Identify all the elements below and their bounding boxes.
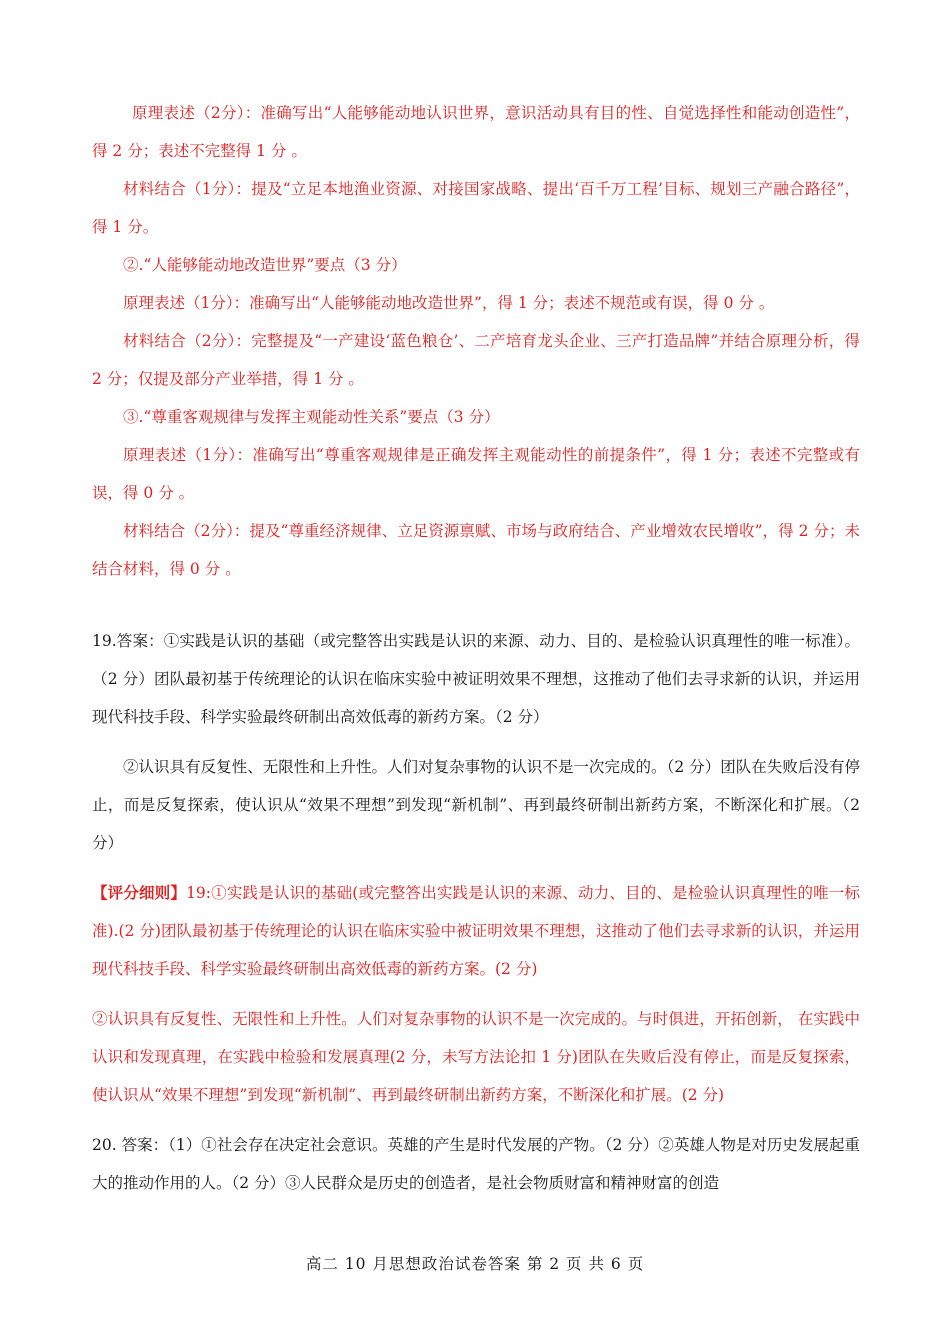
detail-19-p1	[92, 874, 860, 988]
detail-19-p2: ②认识具有反复性、无限性和上升性。人们对复杂事物的认识不是一次完成的。与时俱进，开拓创新， 在实践中认识和发现真理，在实践中检验和发展真理(2 分，未写方法论扣 1 分)团队在失败后没有停止，而是反复探索，使认识从“效果不理想”到发现“新机制”、再到最终研制出新药方案，不断深化和扩展。(2 分)	[92, 1010, 860, 1104]
detail-19-p1-text: 19:①实践是认识的基础(或完整答出实践是认识的来源、动力、目的、是检验认识真理性的唯一标准).(2 分)团队最初基于传统理论的认识在临床实验中被证明效果不理想，这推动了他们去寻求新的认识，并运用现代科技手段、科学实验最终研制出高效低毒的新药方案。(2 分)	[92, 884, 860, 978]
answer-20-p1: 20. 答案：（1）①社会存在决定社会意识。英雄的产生是时代发展的产物。（2 分）②英雄人物是对历史发展起重大的推动作用的人。（2 分）③人民群众是历史的创造者，是社会物质财富和精神财富的创造	[92, 1136, 860, 1192]
answer-page	[92, 94, 860, 1202]
scoring-18-p2-heading: ②.“人能够能动地改造世界”要点（3 分）	[123, 256, 407, 274]
answer-19-p2: ②认识具有反复性、无限性和上升性。人们对复杂事物的认识不是一次完成的。（2 分）团队在失败后没有停止，而是反复探索，使认识从“效果不理想”到发现“新机制”、再到最终研制出新药方案，不断深化和扩展。（2 分）	[92, 758, 860, 852]
scoring-18-p3-material: 材料结合（2分）：提及“尊重经济规律、立足资源禀赋、市场与政府结合、产业增效农民增收”，得 2 分；未结合材料，得 0 分 。	[92, 522, 860, 578]
scoring-18-p2-statement: 原理表述（1分）：准确写出“人能够能动地改造世界”，得 1 分；表述不规范或有误，得 0 分 。	[123, 294, 775, 312]
scoring-18-p1-statement: 原理表述（2分）：准确写出“人能够能动地认识世界，意识活动具有目的性、自觉选择性和能动创造性”，得 2 分；表述不完整得 1 分 。	[92, 104, 860, 160]
scoring-18-p2-material: 材料结合（2分）：完整提及“一产建设‘蓝色粮仓’、二产培育龙头企业、三产打造品牌”并结合原理分析，得 2 分；仅提及部分产业举措，得 1 分 。	[92, 332, 860, 388]
scoring-detail-tag: 【评分细则】	[92, 883, 187, 902]
answer-19-p1: 19.答案：①实践是认识的基础（或完整答出实践是认识的来源、动力、目的、是检验认识真理性的唯一标准）。（2 分）团队最初基于传统理论的认识在临床实验中被证明效果不理想，这推动了他们去寻求新的认识，并运用现代科技手段、科学实验最终研制出高效低毒的新药方案。（2 分）	[92, 632, 860, 726]
scoring-18-p1-material: 材料结合（1分）：提及“立足本地渔业资源、对接国家战略、提出‘百千万工程’目标、规划三产融合路径”，得 1 分。	[92, 180, 860, 236]
scoring-18-p3-heading: ③.“尊重客观规律与发挥主观能动性关系”要点（3 分）	[123, 408, 500, 426]
scoring-18-p3-statement: 原理表述（1分）：准确写出“尊重客观规律是正确发挥主观能动性的前提条件”，得 1 分；表述不完整或有误，得 0 分 。	[92, 446, 860, 502]
page-footer: 高二 10 月思想政治试卷答案 第 2 页 共 6 页	[305, 1255, 645, 1273]
